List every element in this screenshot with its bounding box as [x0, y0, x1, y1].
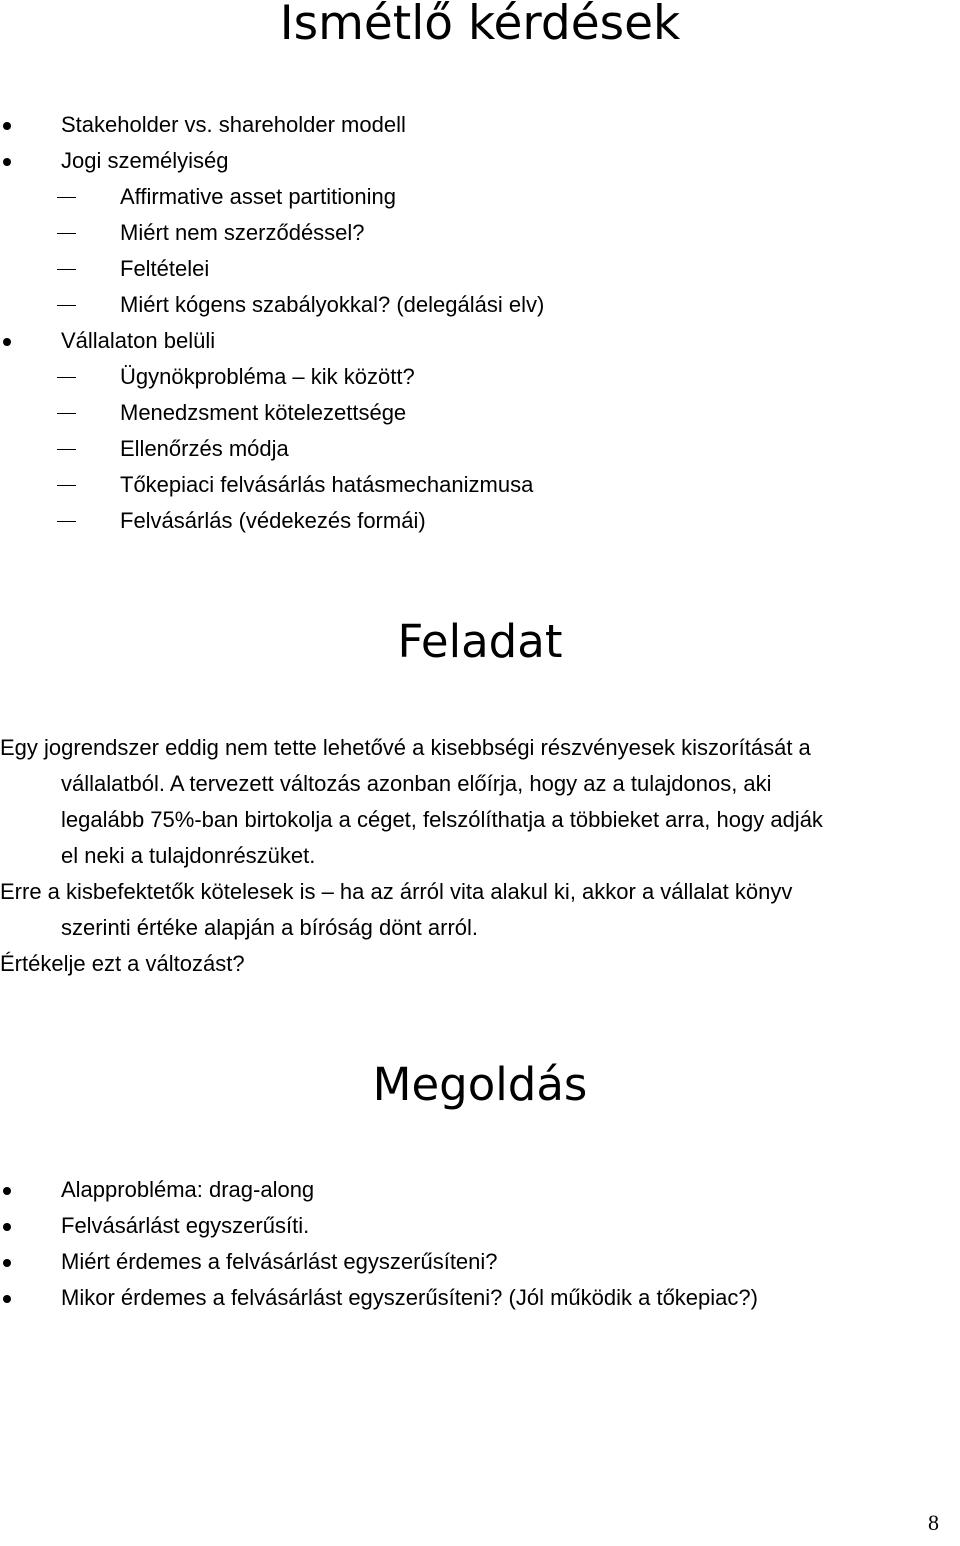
- list-item: [0, 287, 960, 323]
- bullet-icon: [3, 338, 11, 346]
- list-item: [0, 215, 960, 251]
- list-item: [0, 1172, 960, 1208]
- bullet-icon: [3, 158, 11, 166]
- list-item-text: Ellenőrzés módja: [120, 436, 289, 461]
- dash-icon: [57, 449, 76, 450]
- list-item: [0, 143, 960, 179]
- list-item-text: Miért nem szerződéssel?: [120, 220, 365, 245]
- list-item-text: Felvásárlást egyszerűsíti.: [61, 1213, 310, 1238]
- list-item: [0, 1280, 960, 1316]
- section-title-task: Feladat: [397, 615, 563, 668]
- list-item-text: Miért kógens szabályokkal? (delegálási elv): [120, 292, 545, 317]
- list-item: [0, 1208, 960, 1244]
- dash-icon: [57, 413, 76, 414]
- dash-icon: [57, 305, 76, 306]
- list-item: [0, 251, 960, 287]
- list-item: [0, 179, 960, 215]
- list-item-text: Stakeholder vs. shareholder modell: [61, 112, 406, 137]
- list-item-text: Jogi személyiség: [61, 148, 229, 173]
- list-item-text: Affirmative asset partitioning: [120, 184, 396, 209]
- text-line: Erre a kisbefektetők kötelesek is – ha az árról vita alakul ki, akkor a vállalat könyv: [0, 879, 793, 904]
- list-item: [0, 107, 960, 143]
- dash-icon: [57, 377, 76, 378]
- list-item-text: Vállalaton belüli: [61, 328, 216, 353]
- bullet-icon: [3, 1295, 11, 1303]
- list-item: [0, 395, 960, 431]
- dash-icon: [57, 269, 76, 270]
- page-number: 8: [928, 1510, 939, 1535]
- list-item-text: Feltételei: [120, 256, 210, 281]
- list-item-text: Miért érdemes a felvásárlást egyszerűsíteni?: [61, 1249, 498, 1274]
- text-line: vállalatból. A tervezett változás azonban előírja, hogy az a tulajdonos, aki: [61, 771, 772, 796]
- dash-icon: [57, 485, 76, 486]
- review-questions-list: [0, 107, 960, 539]
- list-item: [0, 467, 960, 503]
- bullet-icon: [3, 1187, 11, 1195]
- section-title-solution: Megoldás: [372, 1058, 588, 1111]
- list-item: [0, 359, 960, 395]
- list-item-text: Mikor érdemes a felvásárlást egyszerűsíteni? (Jól működik a tőkepiac?): [61, 1285, 758, 1310]
- list-item-text: Menedzsment kötelezettsége: [120, 400, 407, 425]
- list-item-text: Ügynökprobléma – kik között?: [120, 364, 415, 389]
- bullet-icon: [3, 122, 11, 130]
- text-line: Értékelje ezt a változást?: [0, 951, 245, 976]
- section-title-review-questions: Ismétlő kérdések: [279, 0, 681, 51]
- bullet-icon: [3, 1259, 11, 1267]
- list-item-text: Tőkepiaci felvásárlás hatásmechanizmusa: [120, 472, 534, 497]
- text-line: szerinti értéke alapján a bíróság dönt arról.: [61, 915, 479, 940]
- dash-icon: [57, 521, 76, 522]
- list-item: [0, 1244, 960, 1280]
- list-item-text: Felvásárlás (védekezés formái): [120, 508, 426, 533]
- text-line: legalább 75%-ban birtokolja a céget, felszólíthatja a többieket arra, hogy adják: [61, 807, 823, 832]
- task-text: [0, 730, 960, 982]
- list-item-text: Alapprobléma: drag-along: [61, 1177, 315, 1202]
- dash-icon: [57, 233, 76, 234]
- dash-icon: [57, 197, 76, 198]
- solution-list: [0, 1172, 960, 1316]
- list-item: [0, 503, 960, 539]
- text-line: el neki a tulajdonrészüket.: [61, 843, 316, 868]
- list-item: [0, 431, 960, 467]
- bullet-icon: [3, 1223, 11, 1231]
- text-line: Egy jogrendszer eddig nem tette lehetővé a kisebbségi részvényesek kiszorítását a: [0, 735, 811, 760]
- list-item: [0, 323, 960, 359]
